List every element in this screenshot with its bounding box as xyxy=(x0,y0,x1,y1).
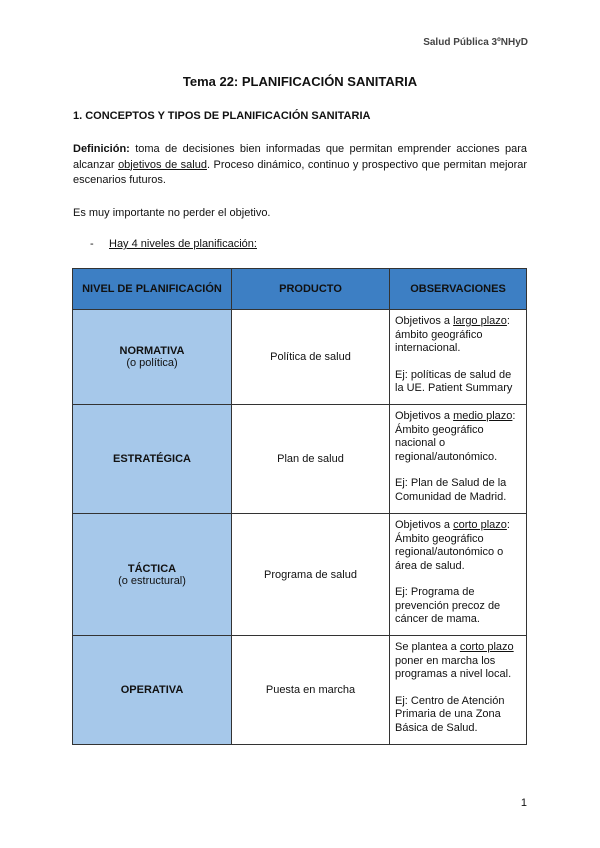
product-cell: Puesta en marcha xyxy=(232,636,390,745)
observations-cell xyxy=(390,514,527,636)
obs-pre: Objetivos a xyxy=(395,315,454,327)
header-level: NIVEL DE PLANIFICACIÓN xyxy=(73,269,232,310)
table-row xyxy=(73,310,527,405)
bullet-text: Hay 4 niveles de planificación: xyxy=(109,238,257,250)
level-sub: (o estructural) xyxy=(118,574,186,587)
obs-post: poner en marcha los programas a nivel local. xyxy=(395,654,512,680)
product-cell: Política de salud xyxy=(232,310,390,405)
definition-paragraph xyxy=(73,142,527,189)
observation-text xyxy=(395,410,522,464)
obs-underlined: corto plazo xyxy=(453,519,507,531)
level-name: NORMATIVA xyxy=(119,345,185,357)
observation-example: Ej: políticas de salud de la UE. Patient Summary xyxy=(395,368,513,394)
obs-underlined: largo plazo xyxy=(453,315,507,327)
document-title: Tema 22: PLANIFICACIÓN SANITARIA xyxy=(182,74,418,89)
obs-post: : Ámbito geográfico nacional o regional/autonómico. xyxy=(395,410,516,463)
observation-example: Ej: Programa de prevención precoz de cáncer de mama. xyxy=(395,586,501,625)
definition-text-after: . Proceso dinámico, continuo y prospectivo que permitan mejorar escenarios futuros. xyxy=(73,158,528,186)
header-product: PRODUCTO xyxy=(232,269,390,310)
definition-label: Definición: xyxy=(73,143,130,155)
observations-cell xyxy=(390,405,527,514)
level-cell xyxy=(73,636,232,745)
level-sub: (o política) xyxy=(126,357,178,369)
section-title: 1. CONCEPTOS Y TIPOS DE PLANIFICACIÓN SANITARIA xyxy=(73,110,371,122)
definition-text-before: toma de decisiones bien informadas que permitan emprender acciones para alcanzar xyxy=(73,143,527,171)
table-row xyxy=(73,405,527,514)
running-header: Salud Pública 3ºNHyD xyxy=(423,37,528,48)
header-observations: OBSERVACIONES xyxy=(390,269,527,310)
observation-text xyxy=(395,641,522,682)
obs-pre: Objetivos a xyxy=(395,519,454,531)
observation-text xyxy=(395,315,522,356)
page-number: 1 xyxy=(520,797,527,809)
definition-underlined: objetivos de salud xyxy=(118,158,207,171)
level-cell xyxy=(73,310,232,405)
table-row xyxy=(73,636,527,745)
product-cell: Programa de salud xyxy=(232,514,390,636)
level-name: ESTRATÉGICA xyxy=(112,453,192,465)
level-cell xyxy=(73,405,232,514)
level-cell xyxy=(73,514,232,636)
observation-example: Ej: Centro de Atención Primaria de una Zona Básica de Salud. xyxy=(395,694,505,734)
obs-underlined: corto plazo xyxy=(459,641,514,653)
observations-cell xyxy=(390,310,527,405)
planning-levels-table xyxy=(72,268,527,745)
obs-underlined: medio plazo xyxy=(453,410,513,422)
obs-post: : Ámbito geográfico regional/autonómico o área de salud. xyxy=(395,519,510,572)
table-header-row xyxy=(73,269,527,310)
product-cell: Plan de salud xyxy=(232,405,390,514)
bullet-item xyxy=(90,238,257,250)
obs-pre: Se plantea a xyxy=(395,641,460,653)
observation-text xyxy=(395,519,522,573)
obs-pre: Objetivos a xyxy=(395,410,454,422)
obs-post: : ámbito geográfico internacional. xyxy=(395,315,510,354)
observation-example: Ej: Plan de Salud de la Comunidad de Madrid. xyxy=(395,477,507,503)
level-name: OPERATIVA xyxy=(120,684,184,696)
level-name: TÁCTICA xyxy=(127,562,177,575)
bullet-dash: - xyxy=(90,238,94,250)
note-paragraph: Es muy importante no perder el objetivo. xyxy=(73,207,271,219)
table-row xyxy=(73,514,527,636)
observations-cell xyxy=(390,636,527,745)
